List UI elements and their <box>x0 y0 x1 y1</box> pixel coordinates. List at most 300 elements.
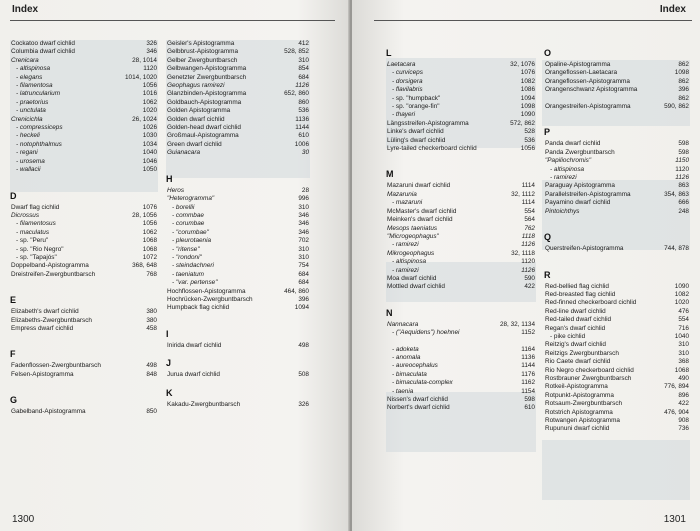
index-entry <box>10 246 158 254</box>
entry-page: 1034 <box>142 140 157 148</box>
index-entry <box>10 57 158 65</box>
entry-page: 1030 <box>142 132 157 140</box>
index-entry <box>386 216 536 224</box>
section-letter: E <box>10 295 17 306</box>
index-entry <box>386 396 536 404</box>
entry-page: 848 <box>146 370 157 378</box>
entry-page: 380 <box>146 316 157 324</box>
entry-page: 736 <box>678 425 689 433</box>
entry-term: Elizabeths-Zwergbuntbarsch <box>11 316 92 324</box>
index-column-2 <box>166 40 310 409</box>
entry-page: 1020 <box>674 299 689 307</box>
entry-term: Golden dwarf cichlid <box>167 115 225 123</box>
index-entry <box>166 48 310 56</box>
entry-page: 32, 1076 <box>510 61 535 68</box>
index-entry <box>386 225 536 233</box>
section-letter: K <box>166 387 173 398</box>
entry-page: 1006 <box>294 140 309 148</box>
entry-page: 1076 <box>142 203 157 211</box>
index-entry <box>166 99 310 107</box>
entry-term: - ramirezi <box>392 241 419 249</box>
entry-page: 1062 <box>142 98 157 106</box>
entry-term: Red-finned checkerboard cichlid <box>545 299 637 307</box>
index-entry <box>166 296 310 304</box>
index-entry <box>386 191 536 199</box>
entry-page: 684 <box>298 270 309 278</box>
index-entry <box>386 283 536 291</box>
index-entry <box>386 346 536 354</box>
entry-page: 498 <box>298 341 309 349</box>
entry-page: 1126 <box>295 82 309 90</box>
entry-term: Reitzigs Zwergbuntbarsch <box>545 349 619 357</box>
entry-page: 346 <box>298 228 309 236</box>
index-entry <box>166 132 310 140</box>
index-column-1 <box>386 40 536 413</box>
page-number: 1301 <box>663 514 686 525</box>
index-entry <box>386 69 536 77</box>
entry-term: Golden-head dwarf cichlid <box>167 124 241 132</box>
entry-page: 554 <box>678 316 689 324</box>
entry-term: - maculatus <box>16 228 50 236</box>
entry-page: 528, 852 <box>284 48 309 56</box>
entry-page: 1040 <box>674 332 689 340</box>
index-entry <box>166 204 310 212</box>
entry-term: Norbert's dwarf cichlid <box>387 404 450 412</box>
index-entry <box>10 371 158 379</box>
entry-term: Paraguay Apistogramma <box>545 182 615 190</box>
entry-term: Empress dwarf cichlid <box>11 324 74 332</box>
index-entry <box>166 40 310 48</box>
index-entry <box>544 166 690 174</box>
entry-term: Rotkeil-Apistogramma <box>545 383 608 391</box>
index-entry <box>544 69 690 77</box>
entry-page: 1094 <box>294 304 309 312</box>
spacer <box>166 158 310 166</box>
entry-term: Orangeflossen-Laetacara <box>545 69 618 77</box>
entry-page: 863 <box>678 182 689 190</box>
entry-page: 598 <box>678 140 689 148</box>
index-entry <box>544 308 690 316</box>
index-column-1 <box>10 40 158 417</box>
entry-term: - elegans <box>16 73 43 81</box>
entry-page: 896 <box>678 391 689 399</box>
index-entry <box>166 195 310 203</box>
entry-term: - latruncularium <box>16 90 61 98</box>
index-entry <box>10 220 158 228</box>
entry-page: 536 <box>298 107 309 115</box>
entry-term: - pike cichlid <box>550 332 586 340</box>
entry-term: Reitzig's dwarf cichlid <box>545 341 606 349</box>
entry-page: 1150 <box>675 157 689 165</box>
index-entry <box>166 65 310 73</box>
entry-term: - unctulata <box>16 107 46 115</box>
entry-page: 862 <box>678 77 689 85</box>
index-entry <box>386 86 536 94</box>
index-entry <box>166 116 310 124</box>
entry-term: Glanzbinden-Apistogramma <box>167 90 247 98</box>
index-entry <box>544 409 690 417</box>
entry-page: 860 <box>298 98 309 106</box>
entry-page: 458 <box>146 324 157 332</box>
index-entry <box>544 291 690 299</box>
entry-term: Pintoichthys <box>545 207 580 215</box>
entry-term: "Papiliochromis" <box>545 157 592 165</box>
entry-page: 1082 <box>674 290 689 298</box>
index-entry <box>166 288 310 296</box>
entry-term: Großmaul-Apistogramma <box>167 132 239 140</box>
entry-page: 310 <box>298 253 309 261</box>
index-entry <box>544 350 690 358</box>
entry-term: - altispinosa <box>16 65 51 73</box>
index-entry <box>544 400 690 408</box>
index-entry <box>386 354 536 362</box>
index-entry <box>386 388 536 396</box>
entry-page: 1126 <box>521 266 535 274</box>
entry-page: 1056 <box>520 145 535 153</box>
entry-page: 1090 <box>520 111 535 119</box>
index-entry <box>166 124 310 132</box>
index-entry <box>544 86 690 94</box>
entry-page: 1144 <box>295 124 309 132</box>
entry-term: - "ritense" <box>172 245 200 253</box>
index-entry <box>166 237 310 245</box>
entry-page: 1056 <box>142 82 157 90</box>
entry-term: Rotwangen Apistogramma <box>545 417 620 424</box>
entry-page: 1016 <box>142 90 157 98</box>
index-entry <box>544 358 690 366</box>
entry-term: Cockatoo dwarf cichlid <box>11 40 75 47</box>
entry-page: 1020 <box>142 107 157 115</box>
entry-page: 1126 <box>521 241 535 249</box>
entry-term: - "corumbae" <box>172 228 209 236</box>
entry-term: McMaster's dwarf cichlid <box>387 207 457 215</box>
entry-term: - filamentosa <box>16 82 53 90</box>
entry-term: Mazaruni dwarf cichlid <box>387 182 451 190</box>
entry-term: Guianacara <box>167 149 201 157</box>
entry-term: - ramirezi <box>550 174 577 182</box>
index-entry <box>386 120 536 128</box>
index-entry <box>386 275 536 283</box>
entry-page: 1014, 1020 <box>125 73 157 81</box>
header-rule <box>10 20 335 21</box>
entry-term: Doppelband-Apistogramma <box>11 262 89 270</box>
entry-term: Rotpunkt-Apistogramma <box>545 391 614 399</box>
index-entry <box>386 78 536 86</box>
entry-page: 346 <box>298 211 309 219</box>
entry-term: Dreistreifen-Zwergbuntbarsch <box>11 270 96 278</box>
index-entry <box>544 325 690 333</box>
entry-page: 702 <box>298 237 309 245</box>
entry-page: 28, 1056 <box>132 211 157 219</box>
index-entry <box>544 425 690 433</box>
entry-term: Rio Negro checkerboard cichlid <box>545 366 634 374</box>
entry-page: 28, 1014 <box>132 56 157 64</box>
index-entry <box>10 212 158 220</box>
entry-page: 28 <box>301 186 309 194</box>
entry-term: Mesops taeniatus <box>387 224 438 232</box>
entry-term: Fadenflossen-Zwergbuntbarsch <box>11 362 101 370</box>
entry-page: 310 <box>298 56 309 64</box>
entry-term: - commbae <box>172 211 204 219</box>
entry-term: Kakadu-Zwergbuntbarsch <box>167 400 241 408</box>
entry-page: 490 <box>678 374 689 382</box>
index-entry <box>166 279 310 287</box>
entry-term: Rotstrich Apistogramma <box>545 408 613 416</box>
index-entry <box>10 65 158 73</box>
entry-page: 776, 894 <box>664 383 689 391</box>
entry-term: - sp. "Peru" <box>16 237 49 245</box>
index-entry <box>10 237 158 245</box>
entry-page: 1094 <box>520 94 535 102</box>
entry-term: Jurua dwarf cichlid <box>167 371 220 379</box>
entry-term: - altispinosa <box>392 258 427 266</box>
entry-page: 1114 <box>521 199 535 207</box>
index-entry <box>166 141 310 149</box>
entry-term: Red-bellied flag cichlid <box>545 282 609 290</box>
entry-page: 476, 904 <box>664 408 689 416</box>
entry-term: - "rondoni" <box>172 253 202 261</box>
entry-page: 536 <box>524 136 535 144</box>
entry-page: 684 <box>298 279 309 287</box>
index-entry <box>386 233 536 241</box>
entry-term: Lüling's dwarf cichlid <box>387 136 446 144</box>
index-entry <box>166 149 310 157</box>
entry-page: 310 <box>678 349 689 357</box>
entry-term: Gelbbrust-Apistogramma <box>167 48 239 56</box>
spacer <box>10 279 158 287</box>
index-entry <box>544 316 690 324</box>
index-entry <box>166 342 310 350</box>
section-letter: F <box>10 349 16 360</box>
entry-page: 554 <box>524 207 535 215</box>
entry-page: 744, 878 <box>664 245 689 253</box>
entry-page: 528 <box>524 128 535 136</box>
entry-page: 310 <box>678 341 689 349</box>
index-entry <box>166 254 310 262</box>
entry-page: 862 <box>678 94 689 102</box>
index-entry <box>544 208 690 216</box>
entry-term: - curviceps <box>392 69 423 77</box>
entry-page: 326 <box>146 40 157 47</box>
spacer <box>386 292 536 300</box>
entry-term: Heros <box>167 186 185 194</box>
index-entry <box>386 371 536 379</box>
index-entry <box>166 262 310 270</box>
entry-term: Querstreifen-Apistogramma <box>545 245 624 253</box>
entry-term: - wallacii <box>16 166 41 174</box>
entry-page: 1076 <box>520 69 535 77</box>
index-entry <box>10 166 158 174</box>
entry-page: 850 <box>146 408 157 416</box>
entry-page: 1068 <box>142 237 157 245</box>
index-entry <box>544 283 690 291</box>
entry-page: 996 <box>298 195 309 203</box>
entry-page: 598 <box>524 396 535 403</box>
entry-term: - steindachneri <box>172 262 214 270</box>
index-entry <box>10 141 158 149</box>
entry-page: 396 <box>298 295 309 303</box>
index-entry <box>544 61 690 69</box>
entry-page: 476 <box>678 307 689 315</box>
entry-term: - pleurotaenia <box>172 237 212 245</box>
entry-page: 346 <box>146 48 157 56</box>
index-entry <box>544 78 690 86</box>
entry-page: 854 <box>298 65 309 73</box>
entry-term: - adoketa <box>392 345 419 353</box>
page-header: Index <box>12 4 39 15</box>
index-entry <box>544 103 690 111</box>
section-letter: P <box>544 127 551 138</box>
entry-term: - altispinosa <box>550 165 585 173</box>
index-entry <box>166 371 310 379</box>
entry-term: Genetzter Zwergbuntbarsch <box>167 73 247 81</box>
section-letter: N <box>386 307 393 318</box>
index-entry <box>386 128 536 136</box>
entry-page: 610 <box>298 132 309 140</box>
index-entry <box>10 271 158 279</box>
entry-term: Goldbauch-Apistogramma <box>167 98 242 106</box>
index-entry <box>386 182 536 190</box>
index-entry <box>166 401 310 409</box>
index-entry <box>10 204 158 212</box>
entry-term: Regan's dwarf cichlid <box>545 324 606 332</box>
entry-term: Geophagus ramirezi <box>167 82 225 90</box>
entry-page: 248 <box>678 207 689 215</box>
entry-term: - aureocephalus <box>392 362 438 370</box>
entry-term: Crenicichla <box>11 115 43 123</box>
entry-page: 1046 <box>142 157 157 165</box>
entry-term: Mottled dwarf cichlid <box>387 283 445 291</box>
index-entry <box>544 375 690 383</box>
entry-term: Nannacara <box>387 320 419 328</box>
entry-page: 498 <box>146 362 157 370</box>
entry-page: 368, 648 <box>132 262 157 270</box>
index-entry <box>386 404 536 412</box>
entry-term: Nissen's dwarf cichlid <box>387 396 448 403</box>
entry-page: 652, 860 <box>284 90 309 98</box>
index-entry <box>10 149 158 157</box>
index-entry <box>386 362 536 370</box>
entry-page: 1086 <box>520 86 535 94</box>
index-column-2 <box>544 40 690 434</box>
entry-term: Hochrücken-Zwergbuntbarsch <box>167 295 253 303</box>
index-entry <box>166 74 310 82</box>
entry-term: - compressiceps <box>16 124 63 132</box>
entry-page: 422 <box>524 283 535 291</box>
entry-term: - anomala <box>392 353 421 361</box>
entry-term: Elizabeth's dwarf cichlid <box>11 308 79 316</box>
entry-term: Inirida dwarf cichlid <box>167 341 222 349</box>
entry-term: Lyre-tailed checkerboard cichlid <box>387 145 477 153</box>
index-entry <box>166 187 310 195</box>
entry-page: 1144 <box>521 362 535 370</box>
entry-term: Felsen-Apistogramma <box>11 370 74 378</box>
index-entry <box>10 362 158 370</box>
entry-page: 1154 <box>521 387 535 395</box>
entry-term: Orangestreifen-Apistogramma <box>545 103 631 111</box>
entry-page: 368 <box>678 358 689 366</box>
section-letter: R <box>544 269 551 280</box>
spacer <box>386 153 536 161</box>
entry-page: 564 <box>524 216 535 224</box>
section-letter: O <box>544 48 552 58</box>
entry-term: - urosema <box>16 157 45 165</box>
entry-page: 1040 <box>142 149 157 157</box>
index-entry <box>386 321 536 329</box>
entry-term: Mikrogeophagus <box>387 249 435 257</box>
section-letter: M <box>386 169 394 180</box>
index-entry <box>166 90 310 98</box>
entry-term: - regani <box>16 149 38 157</box>
index-entry <box>10 158 158 166</box>
index-entry <box>544 182 690 190</box>
entry-page: 716 <box>678 324 689 332</box>
entry-page: 346 <box>298 220 309 228</box>
entry-page: 754 <box>298 262 309 270</box>
entry-term: Orangenschwanz Apistogramma <box>545 86 638 94</box>
index-entry <box>386 137 536 145</box>
spacer <box>10 175 158 183</box>
index-entry <box>544 149 690 157</box>
index-entry <box>166 271 310 279</box>
index-entry <box>10 408 158 416</box>
entry-page: 1152 <box>521 329 535 337</box>
entry-page: 1120 <box>521 258 535 266</box>
index-entry <box>386 241 536 249</box>
index-entry <box>544 392 690 400</box>
entry-page: 422 <box>678 400 689 408</box>
entry-page: 380 <box>146 308 157 316</box>
index-entry <box>166 212 310 220</box>
index-entry <box>10 48 158 56</box>
entry-term: Dwarf flag cichlid <box>11 203 60 211</box>
entry-term: - "var. pertense" <box>172 279 218 287</box>
entry-page: 598 <box>678 148 689 156</box>
entry-term: - taeniatum <box>172 270 204 278</box>
entry-term: Rotsaum-Zwergbuntbarsch <box>545 400 623 408</box>
index-entry <box>544 199 690 207</box>
entry-term: Laetacara <box>387 61 416 68</box>
entry-page: 1072 <box>142 253 157 261</box>
entry-term: Humpback flag cichlid <box>167 304 230 312</box>
index-entry <box>10 254 158 262</box>
section-letter: I <box>166 328 169 339</box>
index-entry <box>10 317 158 325</box>
entry-page: 1114 <box>521 182 535 190</box>
index-entry <box>544 191 690 199</box>
entry-page: 1050 <box>142 166 157 174</box>
index-entry <box>10 74 158 82</box>
entry-page: 310 <box>298 245 309 253</box>
entry-term: Golden Apistogramma <box>167 107 231 115</box>
section-letter: L <box>386 48 392 58</box>
index-entry <box>10 132 158 140</box>
index-entry <box>166 220 310 228</box>
entry-term: - ramirezi <box>392 266 419 274</box>
index-entry <box>166 304 310 312</box>
section-letter: H <box>166 173 173 184</box>
entry-term: Gabelband-Apistogramma <box>11 408 86 416</box>
entry-term: Panda dwarf cichlid <box>545 140 601 148</box>
entry-term: Moa dwarf cichlid <box>387 274 437 282</box>
index-entry <box>10 40 158 48</box>
entry-page: 1082 <box>520 77 535 85</box>
entry-page: 30 <box>301 149 309 157</box>
index-entry <box>10 124 158 132</box>
right-page <box>352 0 700 531</box>
index-entry <box>10 229 158 237</box>
entry-term: - thayeri <box>392 111 416 119</box>
